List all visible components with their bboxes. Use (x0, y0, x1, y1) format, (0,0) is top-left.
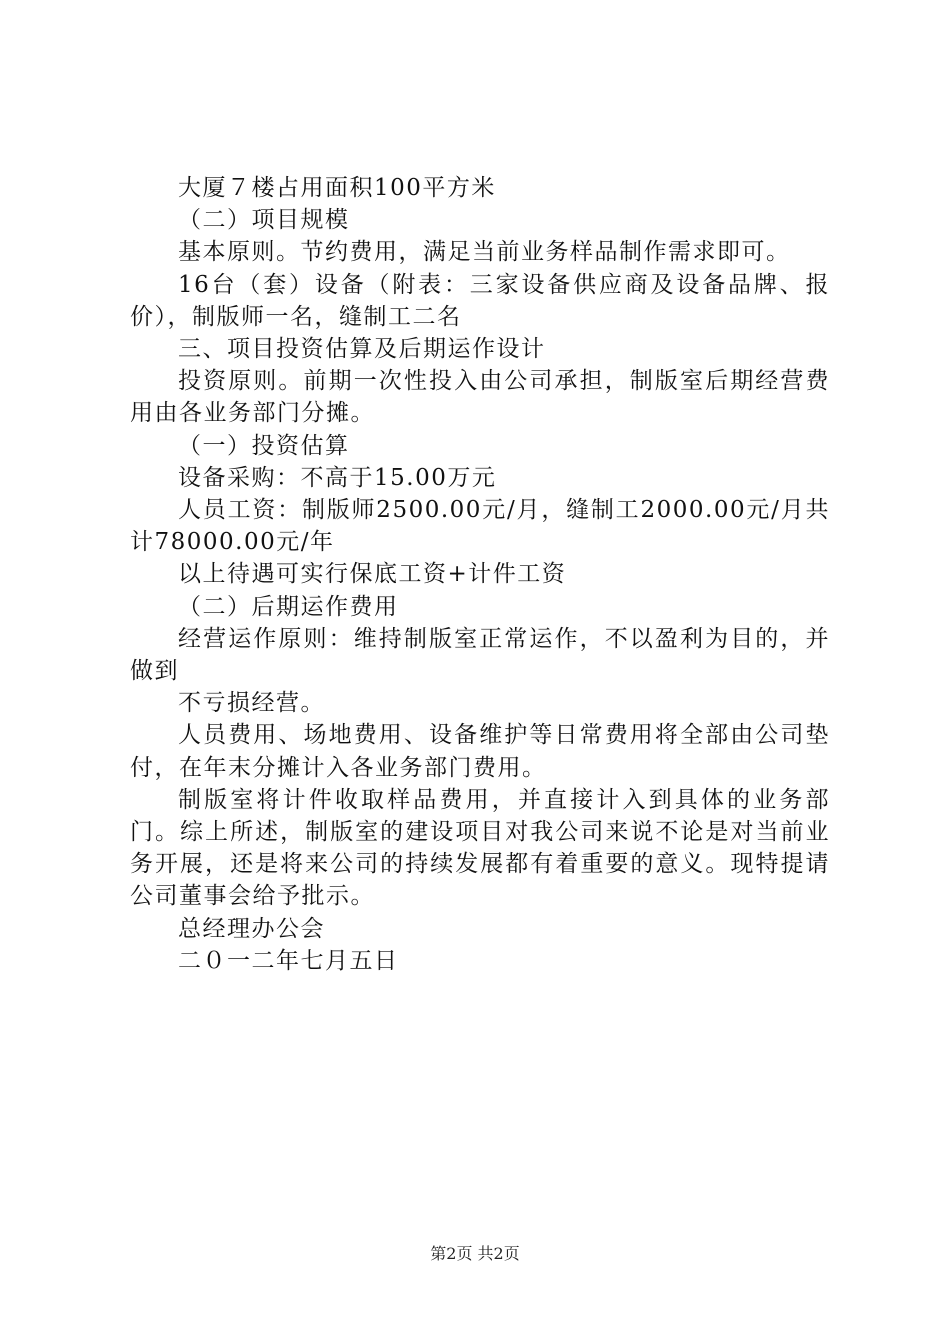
paragraph-floor-area: 大厦７楼占用面积100平方米 (178, 175, 496, 201)
signature-date: 二０一二年七月五日 (178, 947, 399, 974)
paragraph-daily-expenses: 人员费用、场地费用、设备维护等日常费用将全部由公司垫付，在年末分摊计入各业务部门费用。 (130, 722, 830, 781)
heading-operating-costs: （二）后期运作费用 (178, 593, 399, 620)
heading-project-scale: （二）项目规模 (178, 207, 350, 234)
paragraph-operating-principle: 经营运作原则：维持制版室正常运作，不以盈利为目的，并做到 (130, 625, 830, 685)
document-body (130, 172, 830, 977)
paragraph-equipment-purchase: 设备采购：不高于15.00万元 (178, 464, 497, 491)
heading-investment-estimate: （一）投资估算 (178, 432, 350, 459)
paragraph-staff-wages: 人员工资：制版师2500.00元/月，缝制工2000.00元/月共计78000.00元/年 (130, 497, 830, 556)
paragraph-no-loss: 不亏损经营。 (178, 690, 325, 717)
signature-office: 总经理办公会 (178, 915, 325, 942)
paragraph-wage-scheme: 以上待遇可实行保底工资+计件工资 (178, 561, 567, 588)
paragraph-investment-principle: 投资原则。前期一次性投入由公司承担，制版室后期经营费用由各业务部门分摊。 (130, 368, 830, 427)
paragraph-conclusion: 制版室将计件收取样品费用，并直接计入到具体的业务部门。综上所述，制版室的建设项目对我公司来说不论是对当前业务开展，还是将来公司的持续发展都有着重要的意义。现特提请公司董事会给予批示。 (130, 786, 830, 910)
paragraph-basic-principle: 基本原则。节约费用，满足当前业务样品制作需求即可。 (178, 239, 791, 266)
paragraph-equipment-staff: 16台（套）设备（附表：三家设备供应商及设备品牌、报价），制版师一名，缝制工二名 (130, 271, 830, 330)
heading-investment-section: 三、项目投资估算及后期运作设计 (178, 336, 546, 363)
page-number-footer: 第2页 共2页 (430, 1244, 520, 1263)
